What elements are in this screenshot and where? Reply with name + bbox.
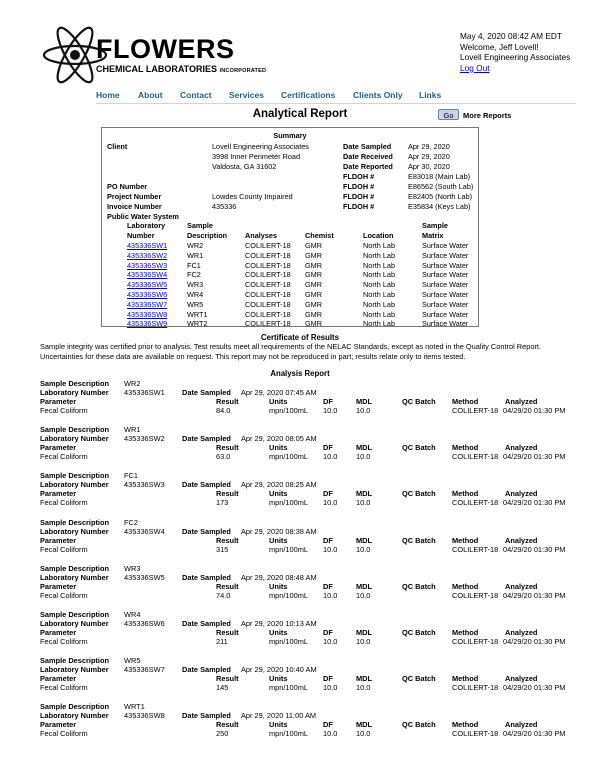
parameter-label: Parameter: [40, 581, 77, 591]
more-reports-link[interactable]: More Reports: [463, 111, 512, 120]
mdl-label: MDL: [356, 628, 373, 637]
brand-name: FLOWERS: [96, 34, 235, 64]
units-label: Units: [269, 535, 288, 545]
project-label: Project Number: [107, 192, 162, 201]
units-value: mpn/100mL: [269, 683, 309, 693]
units-value: mpn/100mL: [269, 637, 309, 646]
client-address-3: Valdosta, GA 31602: [212, 162, 277, 171]
method-value: COLILERT-18: [452, 590, 499, 600]
df-label: DF: [323, 443, 333, 453]
method-value: COLILERT-18: [452, 452, 499, 462]
df-label: DF: [323, 581, 333, 591]
date-sampled-value: Apr 29, 2020 10:40 AM: [241, 665, 317, 675]
qc-batch-label: QC Batch: [402, 628, 436, 637]
date-sampled-label: Date Sampled: [182, 572, 231, 582]
analyzed-label: Analyzed: [505, 628, 538, 637]
mdl-label: MDL: [356, 535, 373, 545]
sample-description: WR2: [187, 241, 204, 250]
parameter-value: Fecal Coliform: [40, 590, 88, 600]
sample-chemist: GMR: [305, 309, 323, 319]
result-label: Result: [216, 535, 239, 545]
result-label: Result: [216, 581, 239, 591]
date-sampled-value: Apr 29, 2020 08:05 AM: [241, 434, 317, 444]
units-label: Units: [269, 674, 288, 684]
date-sampled-label: Date Sampled: [182, 480, 231, 490]
sample-description: WR4: [187, 290, 204, 299]
nav-about[interactable]: About: [138, 90, 163, 100]
qc-batch-label: QC Batch: [402, 581, 436, 591]
result-label: Result: [216, 443, 239, 453]
sample-analyses: COLILERT-18: [245, 280, 291, 290]
sample-matrix: Surface Water: [422, 319, 469, 329]
sample-description-label: Sample Description: [40, 610, 109, 619]
sample-matrix: Surface Water: [422, 299, 469, 309]
nav-clients-only[interactable]: Clients Only: [353, 90, 403, 100]
date-sampled-label: Date Sampled: [182, 434, 231, 444]
parameter-label: Parameter: [40, 443, 77, 453]
fldoh-value-3: E82405 (North Lab): [408, 192, 473, 201]
sample-location: North Lab: [363, 280, 396, 290]
mdl-value: 10.0: [356, 590, 371, 600]
project-value: Lowdes County Impaired: [212, 192, 293, 201]
parameter-label: Parameter: [40, 535, 77, 545]
laboratory-number-value: 435336SW2: [124, 434, 165, 444]
sample-chemist: GMR: [305, 241, 323, 250]
analyzed-value: 04/29/20 01:30 PM: [503, 729, 566, 739]
result-value: 63.0: [216, 452, 231, 462]
sample-lab-number[interactable]: 435336SW7: [127, 299, 168, 309]
certificate-text: Sample integrity was certified prior to analysis. Test results meet all requirements of the NELAC Standards, except as noted in the Quality Control Report. Uncertainties for these data are available on request. This report may not be reproduced in part; results relate only to items tested.: [40, 342, 542, 361]
sample-matrix: Surface Water: [422, 309, 469, 319]
sample-analyses: COLILERT-18: [245, 260, 291, 270]
df-value: 10.0: [323, 406, 338, 415]
sample-location: North Lab: [363, 250, 396, 260]
sample-description-label: Sample Description: [40, 471, 109, 481]
nav-services[interactable]: Services: [229, 90, 264, 100]
sample-description-value: WR3: [124, 563, 141, 573]
analyzed-label: Analyzed: [505, 397, 538, 406]
sample-analyses: COLILERT-18: [245, 270, 291, 280]
df-label: DF: [323, 674, 333, 684]
df-label: DF: [323, 720, 333, 730]
sample-analyses: COLILERT-18: [245, 250, 291, 260]
sample-description: FC2: [187, 270, 201, 280]
col-header-location: Location: [363, 231, 394, 240]
sample-matrix: Surface Water: [422, 280, 469, 290]
sample-description-value: WR5: [124, 656, 141, 666]
page-title: Analytical Report: [252, 108, 348, 120]
analyzed-label: Analyzed: [505, 581, 538, 591]
units-value: mpn/100mL: [269, 406, 309, 415]
method-label: Method: [452, 720, 479, 730]
sample-location: North Lab: [363, 260, 396, 270]
qc-batch-label: QC Batch: [402, 397, 436, 406]
sample-chemist: GMR: [305, 319, 323, 329]
method-label: Method: [452, 581, 479, 591]
client-address-2: 3998 Inner Perimeter Road: [212, 152, 301, 161]
mdl-value: 10.0: [356, 406, 371, 415]
qc-batch-label: QC Batch: [402, 674, 436, 684]
method-label: Method: [452, 674, 479, 684]
parameter-value: Fecal Coliform: [40, 452, 88, 462]
mdl-value: 10.0: [356, 729, 371, 739]
date-sampled-value: Apr 29, 2020 11:00 AM: [241, 711, 317, 721]
sample-description: WRT2: [187, 319, 208, 329]
parameter-value: Fecal Coliform: [40, 683, 88, 693]
pws-label: Public Water System: [107, 212, 179, 221]
method-value: COLILERT-18: [452, 498, 499, 508]
nav-certifications[interactable]: Certifications: [281, 90, 336, 100]
analyzed-label: Analyzed: [505, 720, 538, 730]
analyzed-label: Analyzed: [505, 489, 538, 499]
method-value: COLILERT-18: [452, 637, 499, 646]
result-value: 84.0: [216, 406, 231, 415]
sample-lab-number[interactable]: 435336SW1: [127, 241, 168, 250]
method-label: Method: [452, 397, 479, 406]
parameter-label: Parameter: [40, 397, 77, 406]
sample-description: WR3: [187, 280, 204, 290]
date-sampled-label: Date Sampled: [182, 711, 231, 721]
df-label: DF: [323, 628, 333, 637]
date-sampled-value: Apr 29, 2020 08:38 AM: [241, 526, 317, 536]
laboratory-number-value: 435336SW4: [124, 526, 165, 536]
laboratory-number-label: Laboratory Number: [40, 480, 109, 490]
laboratory-number-value: 435336SW1: [124, 388, 165, 397]
date-sampled-label: Date Sampled: [182, 526, 231, 536]
nav-divider: [96, 103, 576, 104]
date-reported-label: Date Reported: [343, 162, 393, 171]
client-address-1: Lovell Engineering Associates: [212, 142, 309, 151]
sample-description-label: Sample Description: [40, 379, 109, 388]
mdl-value: 10.0: [356, 637, 371, 646]
col-header-lab: Laboratory: [127, 221, 166, 230]
sample-description-label: Sample Description: [40, 563, 109, 573]
units-label: Units: [269, 489, 288, 499]
report-datetime: May 4, 2020 08:42 AM EDT: [460, 31, 562, 41]
sample-location: North Lab: [363, 270, 396, 280]
parameter-label: Parameter: [40, 489, 77, 499]
nav-links[interactable]: Links: [419, 90, 442, 100]
sample-matrix: Surface Water: [422, 270, 469, 280]
df-value: 10.0: [323, 637, 338, 646]
mdl-value: 10.0: [356, 544, 371, 554]
sample-description-value: WR1: [124, 425, 141, 435]
units-label: Units: [269, 397, 288, 406]
logout-link[interactable]: Log Out: [460, 62, 490, 73]
fldoh-label-1: FLDOH #: [343, 172, 375, 181]
sample-location: North Lab: [363, 309, 396, 319]
df-value: 10.0: [323, 590, 338, 600]
method-label: Method: [452, 535, 479, 545]
company-name: Lovell Engineering Associates: [460, 52, 571, 62]
sample-description-label: Sample Description: [40, 517, 109, 527]
invoice-label: Invoice Number: [107, 202, 162, 211]
method-value: COLILERT-18: [452, 406, 499, 415]
parameter-label: Parameter: [40, 628, 77, 637]
mdl-value: 10.0: [356, 452, 371, 462]
parameter-label: Parameter: [40, 720, 77, 730]
fldoh-label-4: FLDOH #: [343, 202, 375, 211]
qc-batch-label: QC Batch: [402, 489, 436, 499]
user-box: [460, 31, 570, 73]
sample-analyses: COLILERT-18: [245, 319, 291, 329]
laboratory-number-label: Laboratory Number: [40, 526, 109, 536]
sample-chemist: GMR: [305, 280, 323, 290]
sample-description-value: FC2: [124, 517, 138, 527]
sample-lab-number[interactable]: 435336SW8: [127, 309, 168, 319]
summary-heading: Summary: [273, 131, 307, 140]
laboratory-number-label: Laboratory Number: [40, 388, 109, 397]
result-label: Result: [216, 628, 239, 637]
df-value: 10.0: [323, 729, 338, 739]
date-sampled-value: Apr 29, 2020 08:48 AM: [241, 572, 317, 582]
method-value: COLILERT-18: [452, 683, 499, 693]
fldoh-label-2: FLDOH #: [343, 182, 375, 191]
client-label: Client: [107, 142, 128, 151]
method-value: COLILERT-18: [452, 729, 499, 739]
sample-matrix: Surface Water: [422, 241, 469, 250]
col-header-description: Description: [187, 231, 228, 240]
parameter-value: Fecal Coliform: [40, 406, 88, 415]
mdl-label: MDL: [356, 674, 373, 684]
method-label: Method: [452, 443, 479, 453]
analyzed-value: 04/29/20 01:30 PM: [503, 637, 566, 646]
date-sampled-label: Date Sampled: [343, 142, 392, 151]
mdl-label: MDL: [356, 489, 373, 499]
fldoh-value-4: E35834 (Keys Lab): [408, 202, 471, 211]
parameter-value: Fecal Coliform: [40, 637, 88, 646]
method-label: Method: [452, 628, 479, 637]
sample-lab-number[interactable]: 435336SW3: [127, 260, 168, 270]
sample-chemist: GMR: [305, 270, 323, 280]
units-value: mpn/100mL: [269, 498, 309, 508]
sample-location: North Lab: [363, 241, 396, 250]
mdl-value: 10.0: [356, 498, 371, 508]
date-sampled-value: Apr 29, 2020 10:13 AM: [241, 619, 317, 628]
analyzed-label: Analyzed: [505, 535, 538, 545]
result-value: 145: [216, 683, 229, 693]
analyzed-value: 04/29/20 01:30 PM: [503, 406, 566, 415]
units-label: Units: [269, 443, 288, 453]
sample-description: WR1: [187, 250, 204, 260]
analyzed-value: 04/29/20 01:30 PM: [503, 590, 566, 600]
sample-description: WRT1: [187, 309, 208, 319]
sample-lab-number[interactable]: 435336SW9: [127, 319, 168, 329]
sample-lab-number[interactable]: 435336SW2: [127, 250, 168, 260]
units-value: mpn/100mL: [269, 544, 309, 554]
date-sampled-label: Date Sampled: [182, 665, 231, 675]
analysis-heading: Analysis Report: [270, 369, 330, 378]
sample-analyses: COLILERT-18: [245, 241, 291, 250]
welcome-text: Welcome, Jeff Lovell!: [460, 41, 539, 52]
laboratory-number-label: Laboratory Number: [40, 434, 109, 444]
sample-matrix: Surface Water: [422, 290, 469, 299]
analyzed-value: 04/29/20 01:30 PM: [503, 498, 566, 508]
laboratory-number-value: 435336SW7: [124, 665, 165, 675]
main-nav: [96, 90, 576, 104]
sample-analyses: COLILERT-18: [245, 309, 291, 319]
fldoh-label-3: FLDOH #: [343, 192, 375, 201]
df-value: 10.0: [323, 498, 338, 508]
sample-lab-number[interactable]: 435336SW4: [127, 270, 168, 280]
sample-chemist: GMR: [305, 250, 323, 260]
certificate-heading: Certificate of Results: [261, 333, 339, 342]
mdl-label: MDL: [356, 397, 373, 406]
sample-description-value: WR4: [124, 610, 141, 619]
sample-description-label: Sample Description: [40, 702, 109, 712]
result-value: 250: [216, 729, 229, 739]
units-value: mpn/100mL: [269, 729, 309, 739]
analyzed-label: Analyzed: [505, 443, 538, 453]
date-received-label: Date Received: [343, 152, 393, 161]
date-sampled-label: Date Sampled: [182, 388, 231, 397]
parameter-label: Parameter: [40, 674, 77, 684]
mdl-value: 10.0: [356, 683, 371, 693]
date-sampled-value: Apr 29, 2020 08:25 AM: [241, 480, 317, 490]
units-value: mpn/100mL: [269, 452, 309, 462]
sample-matrix: Surface Water: [422, 250, 469, 260]
col-header-sample-2: Sample: [422, 221, 448, 230]
date-sampled-label: Date Sampled: [182, 619, 231, 628]
sample-chemist: GMR: [305, 299, 323, 309]
sample-location: North Lab: [363, 299, 396, 309]
invoice-value: 435336: [212, 202, 237, 211]
result-label: Result: [216, 720, 239, 730]
df-value: 10.0: [323, 683, 338, 693]
parameter-value: Fecal Coliform: [40, 544, 88, 554]
result-value: 211: [216, 637, 228, 646]
units-label: Units: [269, 581, 288, 591]
sample-location: North Lab: [363, 290, 396, 299]
col-header-sample: Sample: [187, 221, 213, 230]
df-value: 10.0: [323, 544, 338, 554]
sample-location: North Lab: [363, 319, 396, 329]
nav-home[interactable]: Home: [96, 90, 120, 100]
method-label: Method: [452, 489, 479, 499]
laboratory-number-label: Laboratory Number: [40, 572, 109, 582]
mdl-label: MDL: [356, 443, 373, 453]
sample-analyses: COLILERT-18: [245, 299, 291, 309]
fldoh-value-1: E83018 (Main Lab): [408, 172, 471, 181]
col-header-number: Number: [127, 231, 155, 240]
mdl-label: MDL: [356, 720, 373, 730]
sample-analyses: COLILERT-18: [245, 290, 291, 299]
nav-contact[interactable]: Contact: [180, 90, 212, 100]
analyzed-value: 04/29/20 01:30 PM: [503, 544, 566, 554]
sample-description: FC1: [187, 260, 201, 270]
sample-description-label: Sample Description: [40, 425, 109, 435]
sample-description-value: WRT1: [124, 702, 145, 712]
sample-matrix: Surface Water: [422, 260, 469, 270]
df-label: DF: [323, 397, 333, 406]
df-label: DF: [323, 535, 333, 545]
result-value: 315: [216, 544, 229, 554]
laboratory-number-value: 435336SW3: [124, 480, 165, 490]
summary-box: [101, 127, 479, 327]
result-label: Result: [216, 397, 239, 406]
laboratory-number-label: Laboratory Number: [40, 665, 109, 675]
sample-chemist: GMR: [305, 260, 323, 270]
sample-description-value: FC1: [124, 471, 138, 481]
result-value: 74.0: [216, 590, 231, 600]
result-label: Result: [216, 489, 239, 499]
col-header-matrix: Matrix: [422, 231, 444, 240]
sample-chemist: GMR: [305, 290, 323, 299]
qc-batch-label: QC Batch: [402, 720, 436, 730]
qc-batch-label: QC Batch: [402, 443, 436, 453]
laboratory-number-value: 435336SW6: [124, 619, 165, 628]
col-header-analyses: Analyses: [245, 231, 278, 240]
sample-description: WR5: [187, 299, 204, 309]
qc-batch-label: QC Batch: [402, 535, 436, 545]
analyzed-value: 04/29/20 01:30 PM: [503, 452, 566, 462]
date-reported-value: Apr 30, 2020: [408, 162, 450, 171]
brand-subtitle: CHEMICAL LABORATORIES INCORPORATED: [96, 64, 267, 74]
analyzed-label: Analyzed: [505, 674, 538, 684]
go-button[interactable]: Go: [438, 109, 459, 120]
result-label: Result: [216, 674, 239, 684]
mdl-label: MDL: [356, 581, 373, 591]
df-value: 10.0: [323, 452, 338, 462]
laboratory-number-value: 435336SW8: [124, 711, 165, 721]
date-sampled-value: Apr 29, 2020: [408, 142, 450, 151]
date-sampled-value: Apr 29, 2020 07:45 AM: [241, 388, 317, 397]
col-header-chemist: Chemist: [305, 231, 334, 240]
parameter-value: Fecal Coliform: [40, 729, 88, 739]
analyzed-value: 04/29/20 01:30 PM: [503, 683, 566, 693]
units-value: mpn/100mL: [269, 590, 309, 600]
laboratory-number-value: 435336SW5: [124, 572, 165, 582]
sample-lab-number[interactable]: 435336SW6: [127, 290, 168, 299]
laboratory-number-label: Laboratory Number: [40, 619, 109, 628]
units-label: Units: [269, 628, 288, 637]
sample-description-value: WR2: [124, 379, 141, 388]
df-label: DF: [323, 489, 333, 499]
po-label: PO Number: [107, 182, 148, 191]
laboratory-number-label: Laboratory Number: [40, 711, 109, 721]
parameter-value: Fecal Coliform: [40, 498, 88, 508]
sample-description-label: Sample Description: [40, 656, 109, 666]
units-label: Units: [269, 720, 288, 730]
fldoh-value-2: E86562 (South Lab): [408, 182, 474, 191]
date-received-value: Apr 29, 2020: [408, 152, 450, 161]
sample-lab-number[interactable]: 435336SW5: [127, 280, 168, 290]
method-value: COLILERT-18: [452, 544, 499, 554]
result-value: 173: [216, 498, 229, 508]
